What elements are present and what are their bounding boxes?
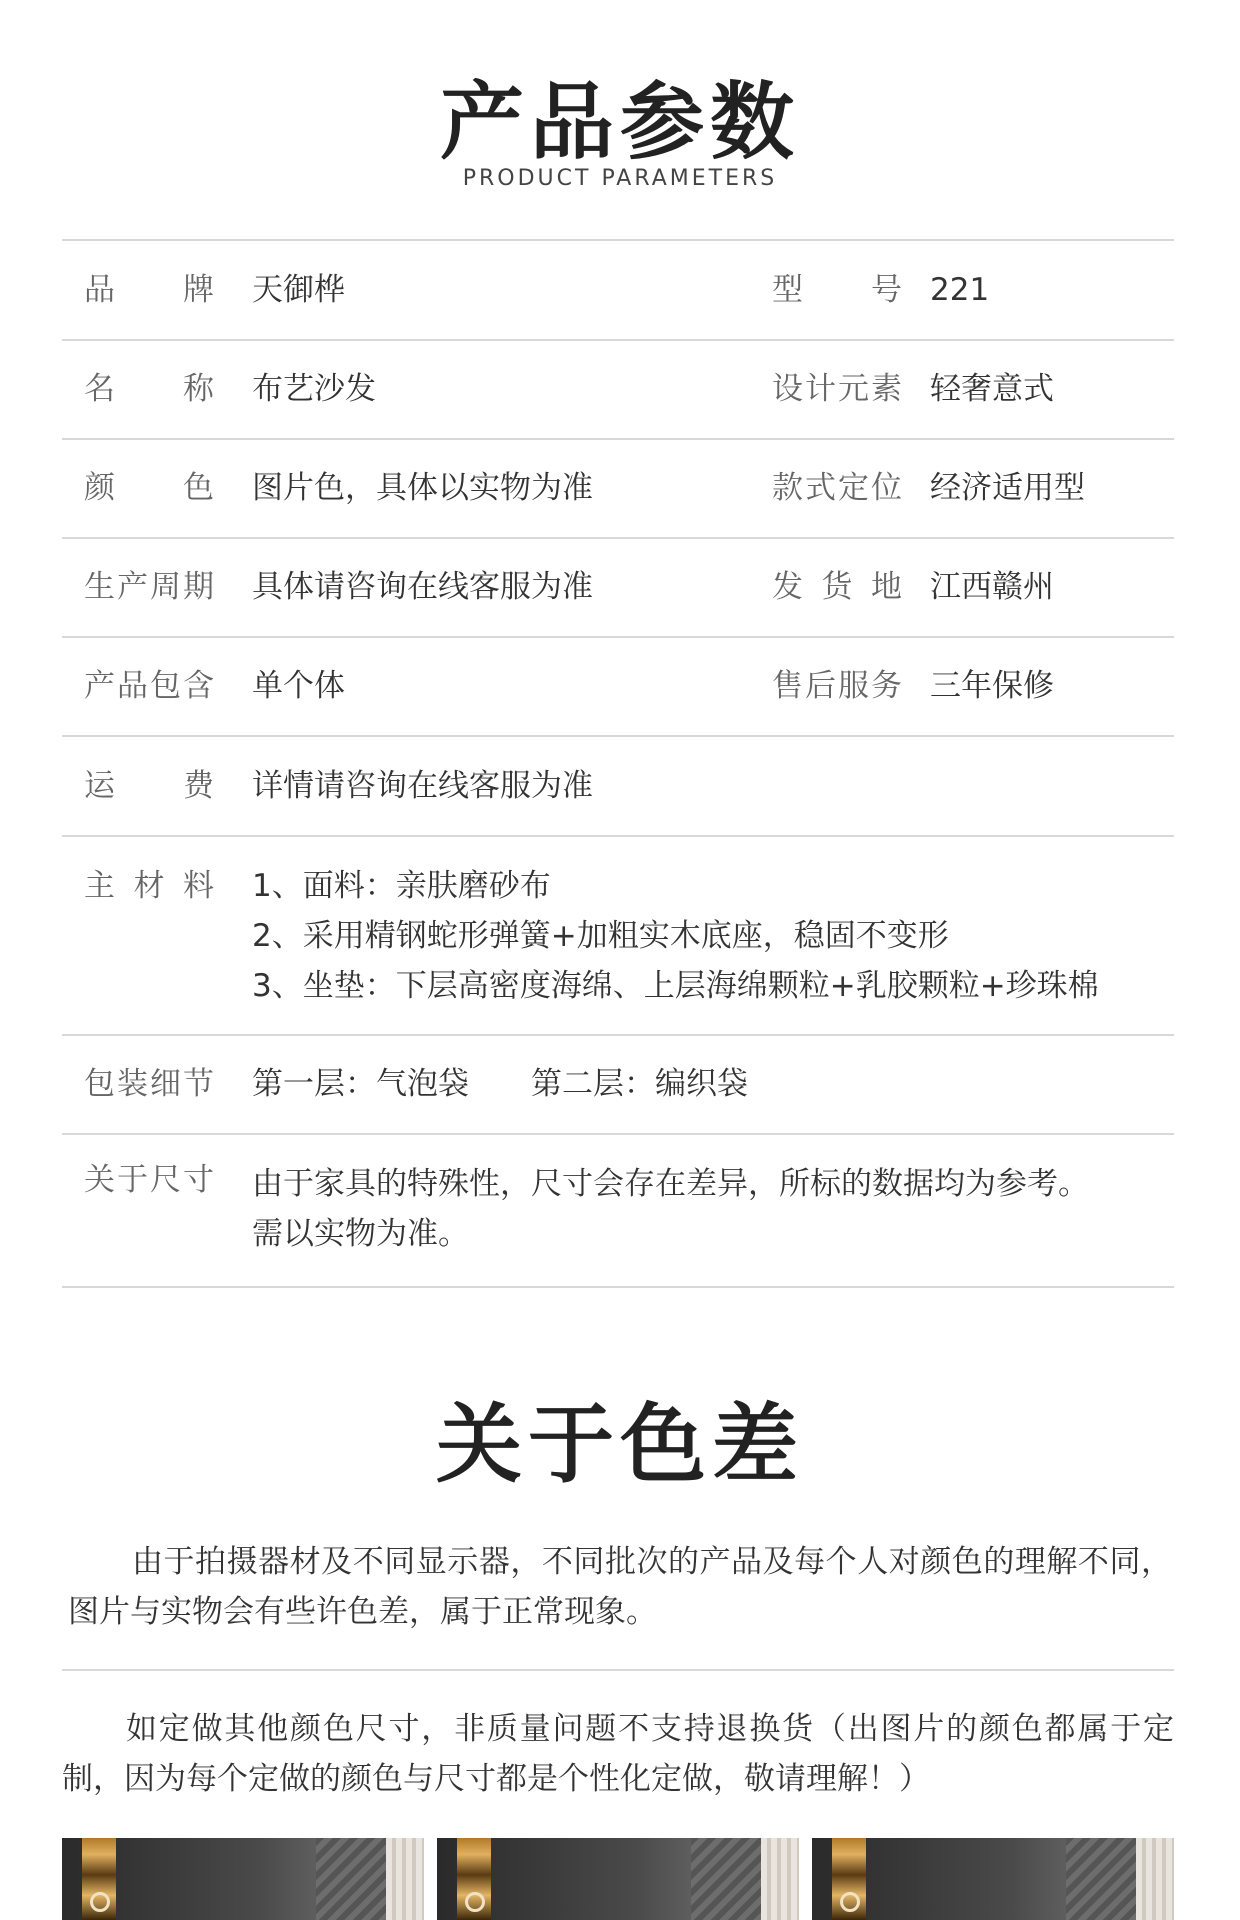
param-label-color: 颜色 [84, 470, 214, 506]
table-divider [62, 1286, 1174, 1288]
param-value-material [252, 861, 1099, 1011]
table-row [62, 539, 1174, 636]
param-value-design: 轻奢意式 [930, 371, 1054, 407]
table-row [62, 737, 1174, 835]
custom-order-paragraph: 如定做其他颜色尺寸，非质量问题不支持退换货（出图片的颜色都属于定制，因为每个定做的颜色与尺寸都是个性化定做，敬请理解！） [62, 1711, 1174, 1797]
param-value-style: 经济适用型 [930, 470, 1085, 506]
param-label-brand: 品牌 [84, 272, 214, 308]
param-value-color: 图片色，具体以实物为准 [252, 470, 593, 506]
param-label-shipping: 运费 [84, 768, 214, 804]
table-row [62, 1036, 1174, 1133]
table-row [62, 1135, 1174, 1286]
color-diff-paragraph: 由于拍摄器材及不同显示器，不同批次的产品及每个人对颜色的理解不同，图片与实物会有些许色差，属于正常现象。 [68, 1544, 1172, 1630]
param-value-contents: 单个体 [252, 668, 345, 704]
param-label-origin: 发货地 [772, 569, 902, 605]
param-value-model: 221 [930, 272, 990, 308]
params-subtitle: PRODUCT PARAMETERS [462, 166, 778, 191]
table-row [62, 638, 1174, 735]
param-value-origin: 江西赣州 [930, 569, 1054, 605]
param-label-material: 主材料 [84, 868, 214, 904]
material-line: 3、坐垫：下层高密度海绵、上层海绵颗粒+乳胶颗粒+珍珠棉 [252, 968, 1099, 1004]
material-line: 2、采用精钢蛇形弹簧+加粗实木底座，稳固不变形 [252, 918, 949, 954]
param-label-contents: 产品包含 [84, 668, 214, 704]
color-diff-title: 关于色差 [436, 1395, 804, 1495]
product-photo [812, 1838, 1174, 1920]
product-photo [62, 1838, 424, 1920]
product-photo [437, 1838, 799, 1920]
section-divider [62, 1669, 1174, 1671]
param-value-brand: 天御桦 [252, 272, 345, 308]
param-value-cycle: 具体请咨询在线客服为准 [252, 569, 593, 605]
param-label-design: 设计元素 [772, 371, 902, 407]
size-line: 需以实物为准。 [252, 1216, 469, 1252]
param-label-cycle: 生产周期 [84, 569, 214, 605]
param-label-name: 名称 [84, 371, 214, 407]
param-value-name: 布艺沙发 [252, 371, 376, 407]
product-photo-strip [62, 1838, 1174, 1920]
table-row [62, 341, 1174, 438]
param-label-packaging: 包装细节 [84, 1066, 214, 1102]
param-label-model: 型号 [772, 272, 902, 308]
params-title: 产品参数 [439, 73, 800, 171]
param-label-style: 款式定位 [772, 470, 902, 506]
param-value-packaging: 第一层：气泡袋 第二层：编织袋 [252, 1066, 748, 1102]
param-label-aftersales: 售后服务 [772, 668, 902, 704]
param-value-aftersales: 三年保修 [930, 668, 1054, 704]
material-line: 1、面料：亲肤磨砂布 [252, 868, 551, 904]
param-label-size: 关于尺寸 [84, 1162, 214, 1198]
param-value-shipping: 详情请咨询在线客服为准 [252, 768, 593, 804]
param-value-size [252, 1159, 1089, 1259]
params-table [62, 239, 1174, 1288]
size-line: 由于家具的特殊性，尺寸会存在差异，所标的数据均为参考。 [252, 1166, 1089, 1202]
table-row [62, 440, 1174, 537]
table-row [62, 241, 1174, 339]
table-row [62, 837, 1174, 1034]
